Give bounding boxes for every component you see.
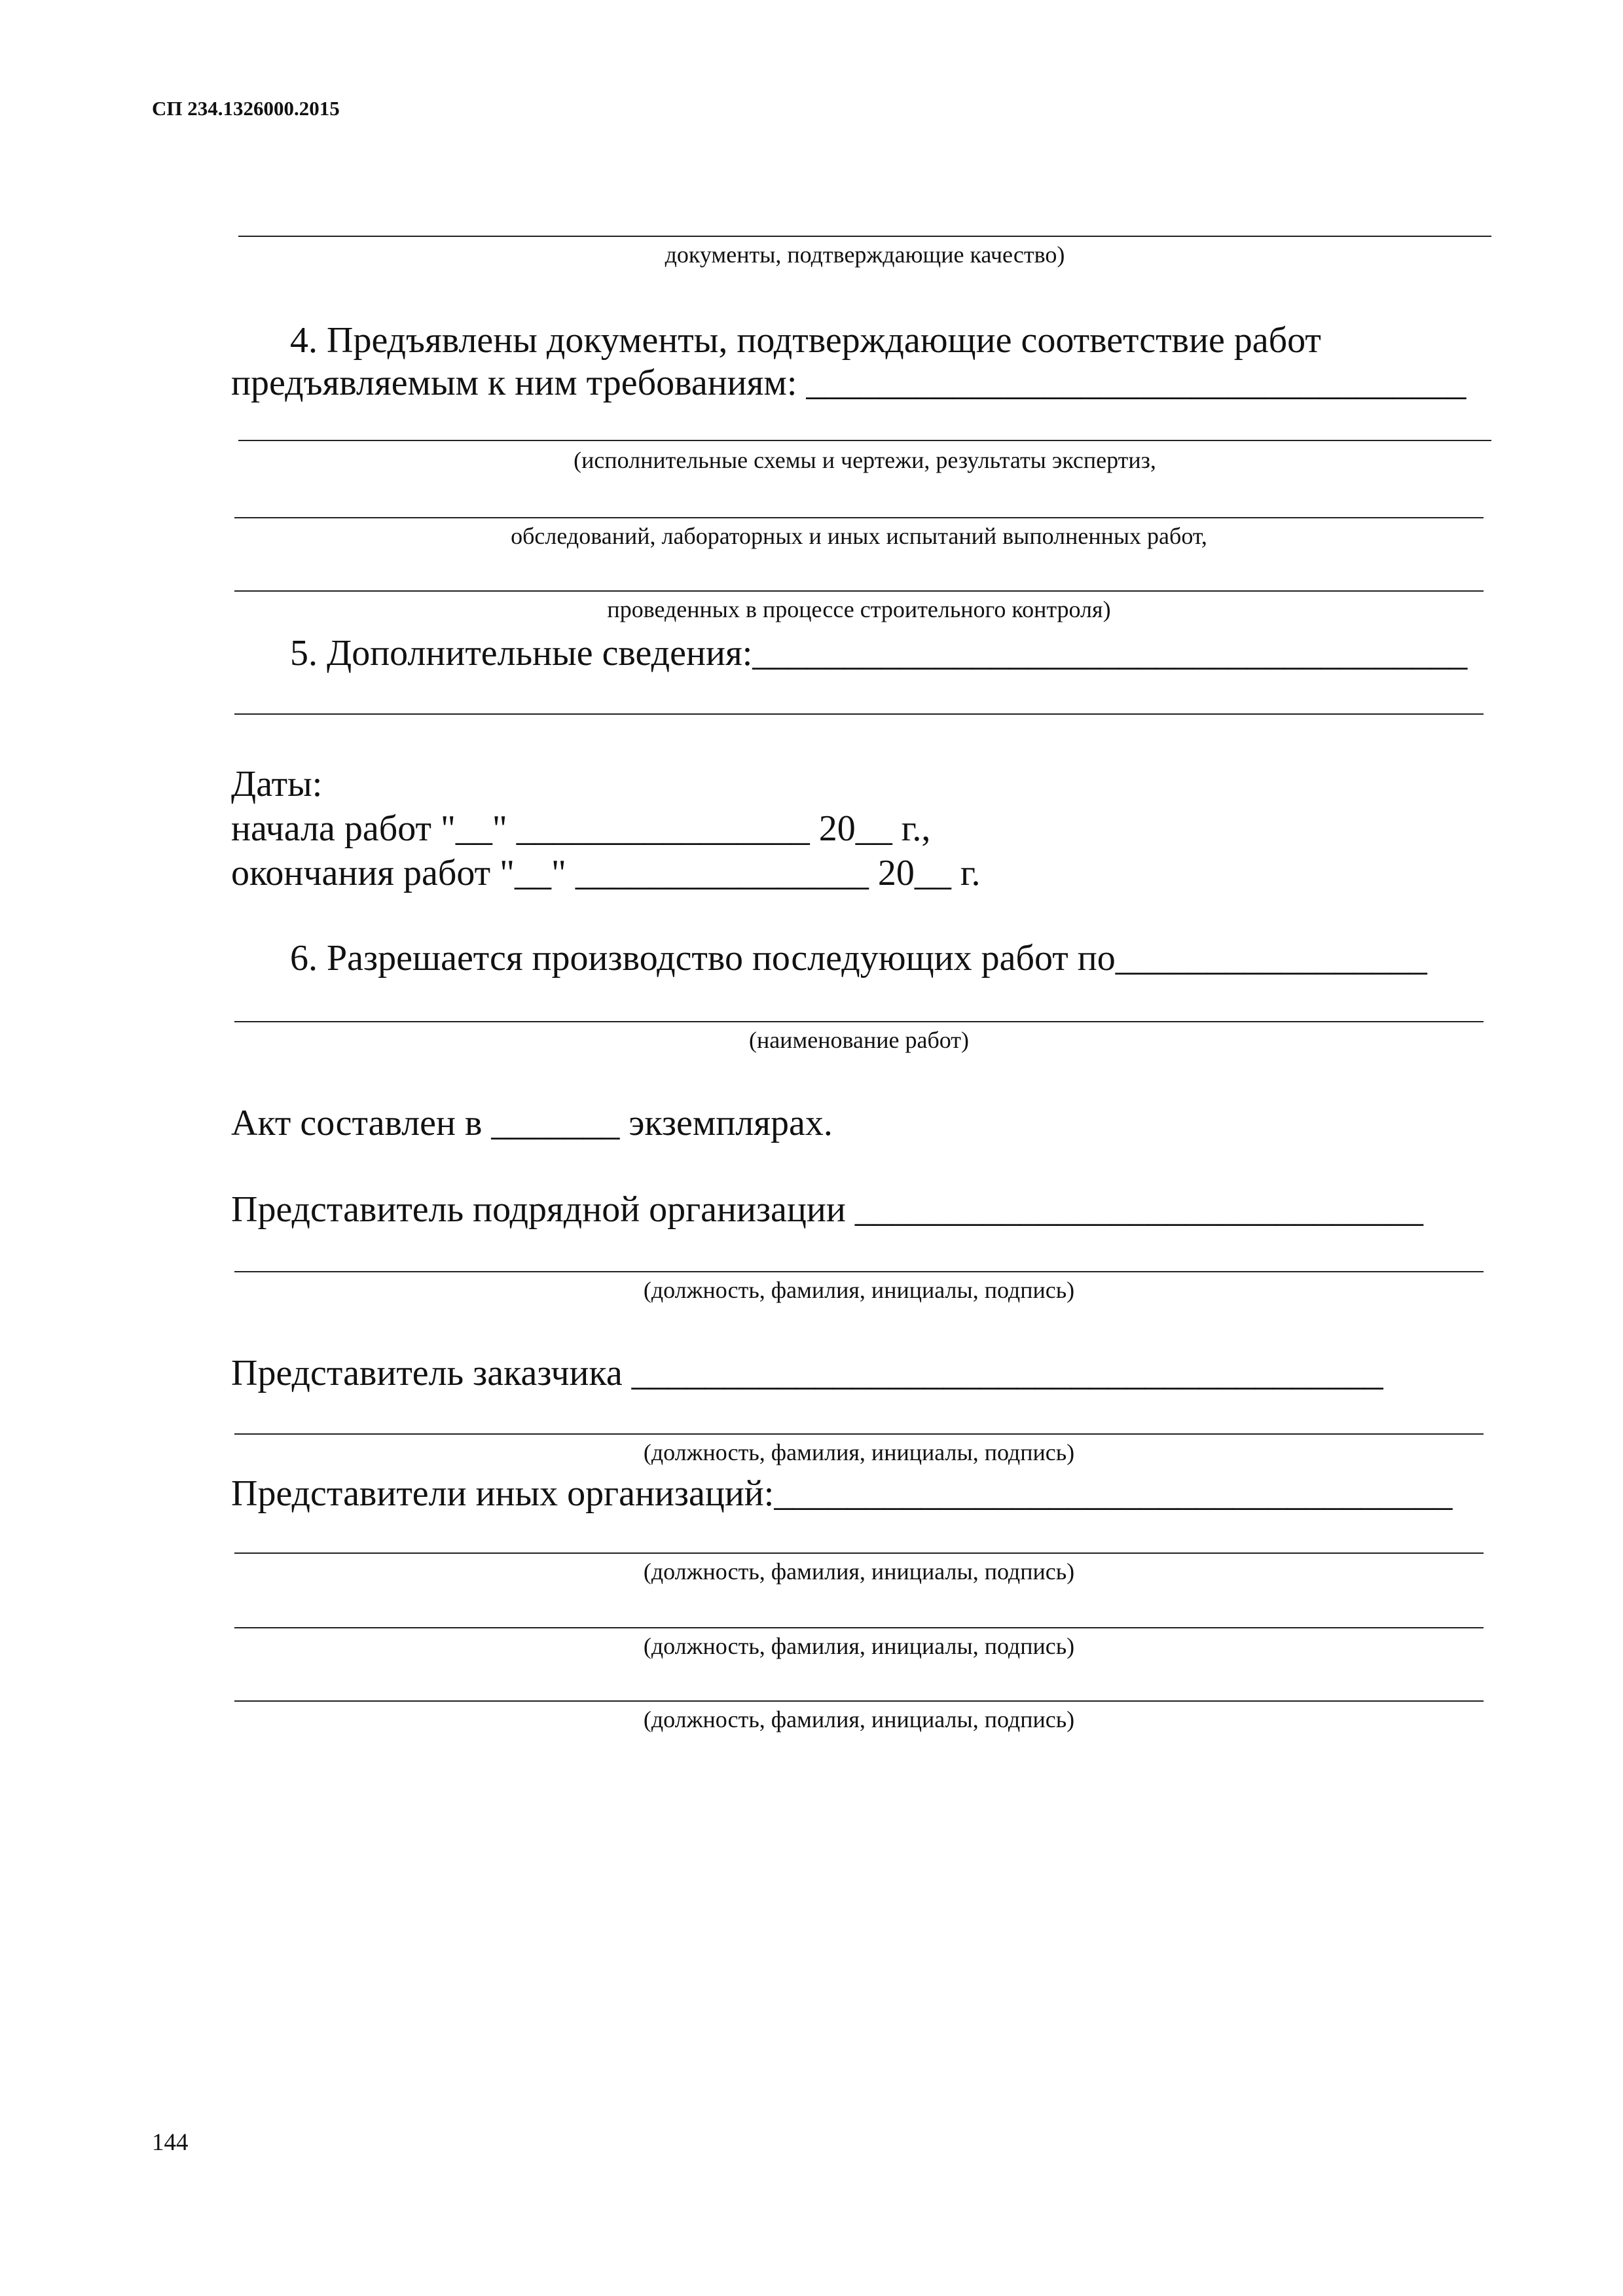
- copies-statement: Акт составлен в _______ экземплярах.: [231, 1103, 833, 1143]
- fill-line: [234, 590, 1484, 592]
- item4-line2: предъявляемым к ним требованиям: ____________________________________: [231, 363, 1467, 403]
- item4-line1: 4. Предъявлены документы, подтверждающие соответствие работ: [290, 320, 1321, 361]
- caption-work-name: (наименование работ): [748, 1027, 970, 1053]
- item6-line1: 6. Разрешается производство последующих работ по_________________: [290, 938, 1427, 978]
- document-code: СП 234.1326000.2015: [152, 97, 340, 120]
- dates-end: окончания работ "__" ________________ 20__ г.: [231, 853, 981, 893]
- caption-signature: (должность, фамилия, инициалы, подпись): [643, 1633, 1075, 1659]
- caption-signature: (должность, фамилия, инициалы, подпись): [643, 1439, 1075, 1465]
- fill-line: [234, 1271, 1484, 1272]
- rep-contractor: Представитель подрядной организации _______________________________: [231, 1189, 1423, 1230]
- fill-line: [234, 1021, 1484, 1022]
- fill-line: [234, 517, 1484, 518]
- caption-surveys: обследований, лабораторных и иных испытаний выполненных работ,: [511, 523, 1207, 549]
- fill-line: [238, 236, 1491, 237]
- fill-line: [234, 1700, 1484, 1702]
- caption-signature: (должность, фамилия, инициалы, подпись): [643, 1558, 1075, 1585]
- caption-executive-schemes: (исполнительные схемы и чертежи, результаты экспертиз,: [574, 447, 1156, 473]
- dates-heading: Даты:: [231, 764, 323, 804]
- fill-line: [234, 1627, 1484, 1628]
- fill-line: [234, 713, 1484, 715]
- fill-line: [238, 440, 1491, 441]
- rep-customer: Представитель заказчика _________________________________________: [231, 1353, 1383, 1393]
- dates-start: начала работ "__" ________________ 20__ г.,: [231, 808, 931, 849]
- caption-signature: (должность, фамилия, инициалы, подпись): [643, 1706, 1075, 1732]
- fill-line: [234, 1552, 1484, 1554]
- fill-line: [234, 1433, 1484, 1435]
- rep-others: Представители иных организаций:_____________________________________: [231, 1473, 1453, 1514]
- page-number: 144: [152, 2129, 189, 2156]
- caption-construction-control: проведенных в процессе строительного контроля): [607, 596, 1111, 622]
- item5-line1: 5. Дополнительные сведения:_______________________________________: [290, 633, 1468, 673]
- caption-quality-docs: документы, подтверждающие качество): [665, 242, 1065, 268]
- caption-signature: (должность, фамилия, инициалы, подпись): [643, 1277, 1075, 1303]
